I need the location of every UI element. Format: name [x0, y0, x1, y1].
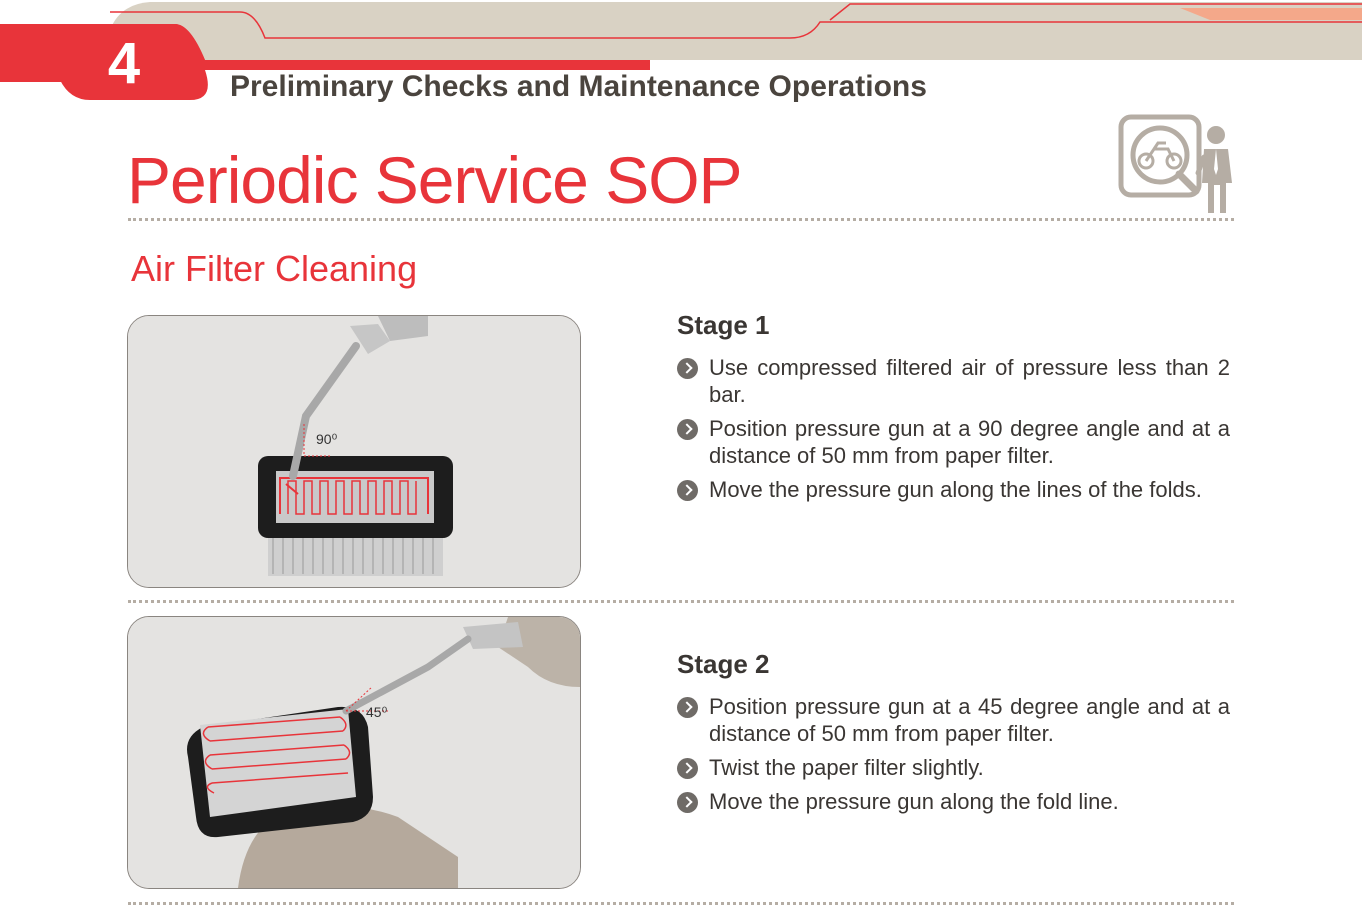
chevron-right-icon	[677, 480, 698, 501]
chapter-number: 4	[107, 31, 141, 96]
stage-2-bullets	[677, 693, 1230, 822]
list-item: Move the pressure gun along the fold line.	[677, 788, 1230, 815]
stage-divider	[128, 600, 1234, 603]
bottom-divider	[128, 902, 1234, 905]
angle-label: 45⁰	[366, 704, 388, 720]
list-item: Use compressed filtered air of pressure less than 2 bar.	[677, 354, 1230, 408]
chevron-right-icon	[677, 358, 698, 379]
angle-label: 90⁰	[316, 431, 338, 447]
chevron-right-icon	[677, 419, 698, 440]
stage-2-photo	[127, 616, 581, 889]
list-item: Position pressure gun at a 45 degree angle and at a distance of 50 mm from paper filter.	[677, 693, 1230, 747]
page-title: Periodic Service SOP	[127, 143, 742, 217]
list-item: Position pressure gun at a 90 degree angle and at a distance of 50 mm from paper filter.	[677, 415, 1230, 469]
stage-1-bullets	[677, 354, 1230, 510]
stage-2-title: Stage 2	[677, 649, 770, 679]
air-filter-photo	[128, 617, 580, 888]
motorcycle-inspection-icon	[1118, 113, 1236, 217]
list-item: Move the pressure gun along the lines of the folds.	[677, 476, 1230, 503]
list-item: Twist the paper filter slightly.	[677, 754, 1230, 781]
title-divider	[128, 218, 1234, 221]
air-filter-photo	[128, 316, 580, 587]
stage-1-photo	[127, 315, 581, 588]
subtitle: Air Filter Cleaning	[131, 248, 418, 289]
chevron-right-icon	[677, 697, 698, 718]
stage-1-title: Stage 1	[677, 310, 770, 340]
section-title: Preliminary Checks and Maintenance Operations	[230, 70, 927, 103]
chevron-right-icon	[677, 758, 698, 779]
chevron-right-icon	[677, 792, 698, 813]
